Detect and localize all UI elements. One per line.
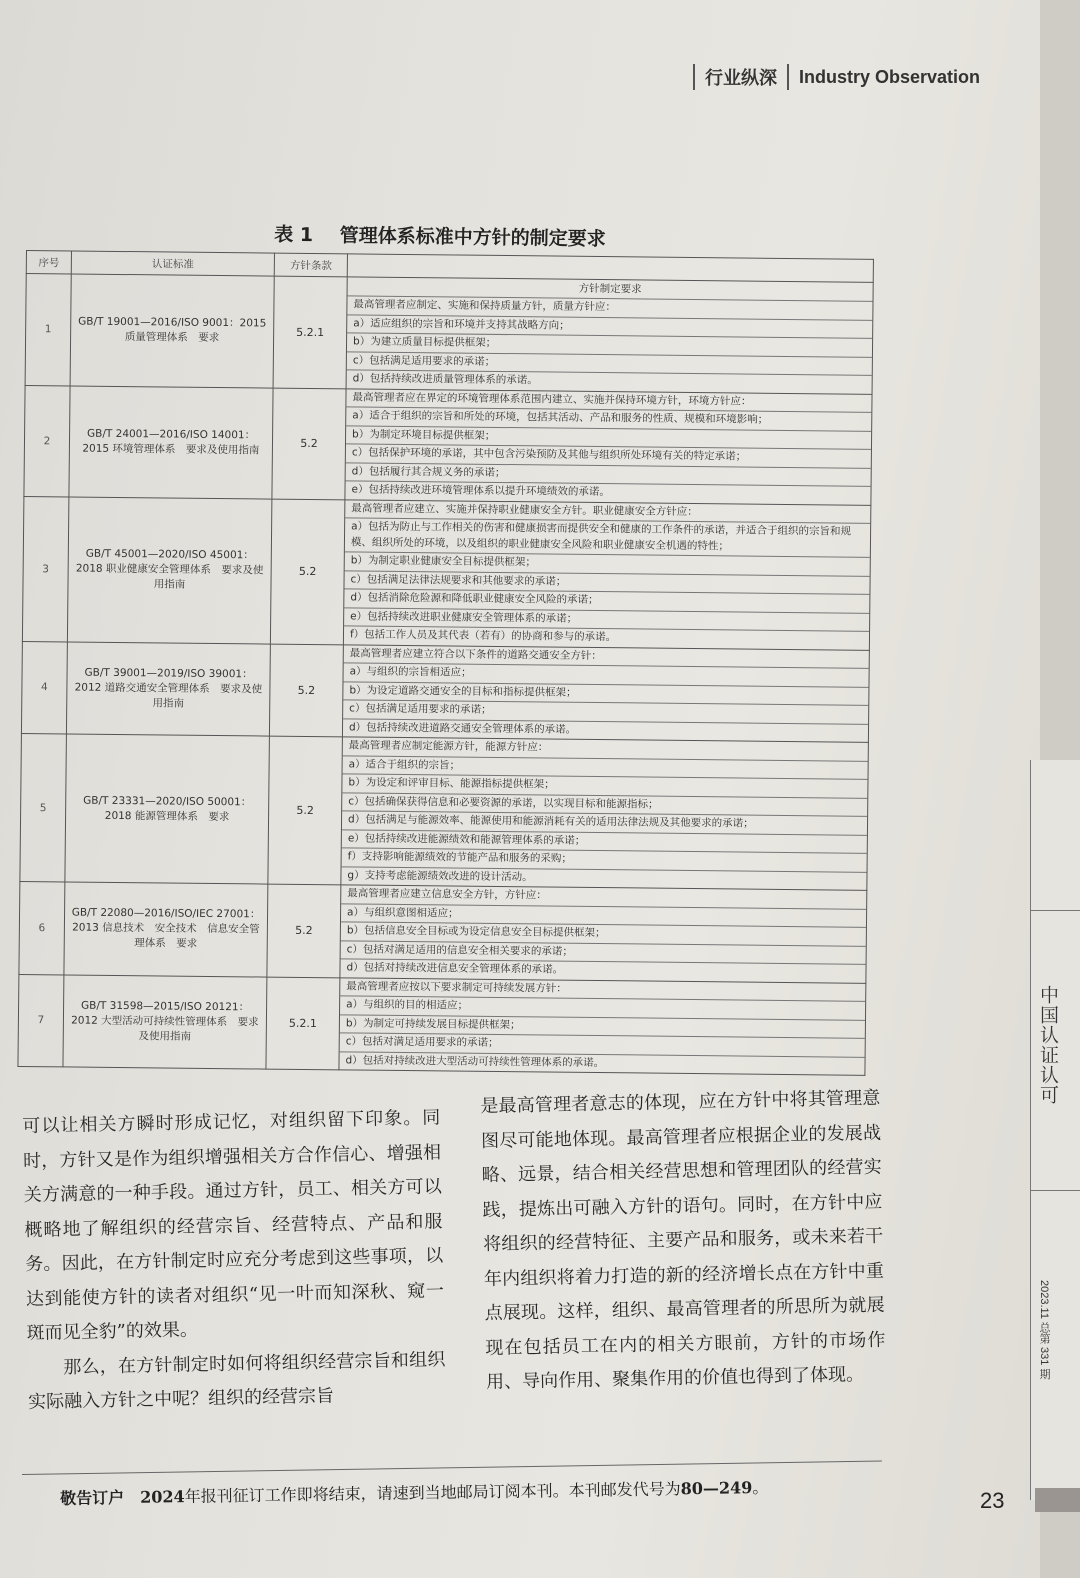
requirement-line: c）包括确保获得信息和必要资源的承诺，以实现目标和能源指标； xyxy=(342,793,867,817)
requirement-line: e）包括持续改进能源绩效和能源管理体系的承诺； xyxy=(342,830,867,854)
side-divider xyxy=(1030,1190,1080,1191)
header-seq: 序号 xyxy=(26,251,71,274)
issue-info: 2023.11 总第 331 期 xyxy=(1038,1280,1050,1380)
requirement-line: 最高管理者应制定能源方针，能源方针应： xyxy=(343,737,868,761)
requirement-line: a）与组织的目的相适应； xyxy=(340,996,865,1020)
row-clause: 5.2 xyxy=(270,499,345,645)
table-body xyxy=(18,274,873,1076)
row-standard: GB/T 39001—2019/ISO 39001：2012 道路交通安全管理体系 要求及使用指南 xyxy=(66,641,270,736)
requirement-line: c）包括对满足适用的信息安全相关要求的承诺； xyxy=(341,941,866,965)
footer-divider xyxy=(22,1460,882,1475)
row-clause: 5.2 xyxy=(269,644,343,737)
requirement-line: f）支持影响能源绩效的节能产品和服务的采购； xyxy=(342,848,867,872)
side-divider xyxy=(1030,910,1080,911)
requirement-line: a）适合于组织的宗旨和所处的环境，包括其活动、产品和服务的性质、规模和环境影响； xyxy=(346,407,871,431)
paragraph: 是最高管理者意志的体现，应在方针中将其管理意图尽可能地体现。最高管理者应根据企业的发展战略、远景，结合相关经营思想和管理团队的经营实践，提炼出可融入方针的语句。同时，在方针中应将组织的经营特征、主要产品和服务，或未来若干年内组织将着力打造的新的经济增长点在方针中重点展现。这样，组织、最高管理者的所思所为就展现在包括员工在内的相关方眼前，方针的市场作用、导向作用、聚集作用的价值也得到了体现。 xyxy=(480,1087,886,1393)
row-clause: 5.2.1 xyxy=(266,977,340,1070)
requirement-line: b）为建立质量目标提供框架； xyxy=(347,333,872,357)
requirement-line: 最高管理者应制定、实施和保持质量方针，质量方针应： xyxy=(347,296,872,320)
notice-text: 年报刊征订工作即将结束，请速到当地邮局订阅本刊。本刊邮发代号为 xyxy=(184,1479,681,1507)
row-seq: 1 xyxy=(25,274,71,386)
standards-table xyxy=(17,250,874,1076)
section-name-en: Industry Observation xyxy=(798,66,980,87)
requirement-line: c）包括对满足适用要求的承诺； xyxy=(340,1033,865,1057)
table-row xyxy=(18,974,866,1075)
notice-tag: 敬告订户 xyxy=(60,1487,125,1508)
requirement-line: a）与组织意图相适应； xyxy=(341,904,866,928)
requirement-line: d）包括对持续改进大型活动可持续性管理体系的承诺。 xyxy=(345,1053,605,1069)
notice-year: 2024 xyxy=(140,1487,185,1507)
row-requirements xyxy=(346,277,873,394)
row-seq: 6 xyxy=(19,881,65,974)
row-standard: GB/T 31598—2015/ISO 20121：2012 大型活动可持续性管理体系 要求及使用指南 xyxy=(63,974,267,1069)
requirement-line: a）与组织的宗旨相适应； xyxy=(343,663,868,687)
requirement-line: c）包括满足适用要求的承诺； xyxy=(343,700,868,724)
row-seq: 3 xyxy=(22,496,69,641)
page-number: 23 xyxy=(980,1488,1005,1513)
requirement-line: b）为设定道路交通安全的目标和指标提供框架； xyxy=(343,682,868,706)
requirement-line: a）适应组织的宗旨和环境并支持其战略方向； xyxy=(347,315,872,339)
row-standard: GB/T 23331—2020/ISO 50001：2018 能源管理体系 要求 xyxy=(65,734,270,884)
requirement-line: c）包括满足适用要求的承诺； xyxy=(347,352,872,376)
requirement-line: b）为制定环境目标提供框架； xyxy=(346,426,871,450)
row-seq: 7 xyxy=(18,974,64,1067)
header-standard: 认证标准 xyxy=(71,251,274,276)
requirement-line: a）包括为防止与工作相关的伤害和健康损害而提供安全和健康的工作条件的承诺，并适合于组织的宗旨和规模、组织所处的环境，以及组织的职业健康安全风险和职业健康安全机遇的特性； xyxy=(345,518,870,557)
requirement-line: 最高管理者应按以下要求制定可持续发展方针： xyxy=(340,978,865,1002)
row-clause: 5.2 xyxy=(268,736,343,885)
requirement-line: b）为设定和评审目标、能源指标提供框架； xyxy=(342,774,867,798)
journal-name: 中国认证认可 xyxy=(1037,985,1059,1105)
table-row xyxy=(21,641,869,742)
requirement-line: d）包括对持续改进信息安全管理体系的承诺。 xyxy=(346,961,564,976)
section-header xyxy=(693,60,980,94)
side-band xyxy=(1030,760,1080,1500)
requirement-line: a）适合于组织的宗旨； xyxy=(343,756,868,780)
requirement-line: c）包括保护环境的承诺，其中包含污染预防及其他与组织所处环境有关的特定承诺； xyxy=(346,444,871,468)
notice-end: 。 xyxy=(752,1477,769,1498)
paragraph: 可以让相关方瞬时形成记忆，对组织留下印象。同时，方针又是作为组织增强相关方合作信心、增强相关方满意的一种手段。通过方针，员工、相关方可以概略地了解组织的经营宗旨、经营特点、产品和服务。因此，在方针制定时应充分考虑到这些事项，以达到能使方针的读者对组织“见一叶而知深秋、窥一斑而见全豹”的效果。 xyxy=(22,1107,445,1344)
table-caption xyxy=(0,216,880,255)
row-requirements xyxy=(342,644,869,742)
side-tab xyxy=(1035,1488,1080,1512)
row-clause: 5.2.1 xyxy=(273,276,347,388)
table-title: 管理体系标准中方针的制定要求 xyxy=(339,224,606,251)
requirement-line: f）包括工作人员及其代表（若有）的协商和参与的承诺。 xyxy=(349,628,617,644)
row-requirements xyxy=(339,977,866,1075)
row-standard: GB/T 19001—2016/ISO 9001：2015 质量管理体系 要求 xyxy=(70,274,274,388)
requirement-line: d）包括满足与能源效率、能源使用和能源消耗有关的适用法律法规及其他要求的承诺； xyxy=(342,811,867,835)
requirement-line: b）为制定职业健康安全目标提供框架； xyxy=(345,552,870,576)
requirement-line: 最高管理者应在界定的环境管理体系范围内建立、实施并保持环境方针，环境方针应： xyxy=(346,389,871,413)
row-requirements xyxy=(340,885,867,983)
table-row xyxy=(25,274,873,394)
row-seq: 5 xyxy=(20,733,67,881)
row-requirements xyxy=(343,499,870,650)
paragraph: 那么，在方针制定时如何将组织经营宗旨和组织实际融入方针之中呢？组织的经营宗旨 xyxy=(27,1348,446,1413)
section-name-cn: 行业纵深 xyxy=(693,64,789,90)
requirement-line: e）包括持续改进环境管理体系以提升环境绩效的承诺。 xyxy=(351,483,611,499)
table-number: 表 1 xyxy=(274,223,314,247)
row-clause: 5.2 xyxy=(267,884,341,977)
table-row xyxy=(24,385,872,505)
requirement-line: d）包括履行其合规义务的承诺； xyxy=(346,463,871,487)
requirement-line: 最高管理者应建立、实施并保持职业健康安全方针。职业健康安全方针应： xyxy=(345,500,870,524)
requirements-header: 方针制定要求 xyxy=(348,277,873,301)
requirement-line: c）包括满足法律法规要求和其他要求的承诺； xyxy=(344,571,869,595)
body-column-right xyxy=(480,1082,886,1401)
body-column-left xyxy=(22,1101,446,1420)
header-clause: 方针条款 xyxy=(274,253,347,277)
table-row xyxy=(22,496,870,650)
subscription-notice xyxy=(60,1475,769,1509)
row-standard: GB/T 45001—2020/ISO 45001：2018 职业健康安全管理体系 要求及使用指南 xyxy=(67,496,272,643)
requirement-line: 最高管理者应建立信息安全方针，方针应： xyxy=(341,885,866,909)
requirement-line: d）包括持续改进道路交通安全管理体系的承诺。 xyxy=(348,720,577,736)
requirement-line: 最高管理者应建立符合以下条件的道路交通安全方针： xyxy=(344,645,869,669)
requirement-line: b）包括信息安全目标或为设定信息安全目标提供框架； xyxy=(341,922,866,946)
requirement-line: d）包括消除危险源和降低职业健康安全风险的承诺； xyxy=(344,589,869,613)
row-seq: 2 xyxy=(24,385,70,496)
requirement-line: e）包括持续改进职业健康安全管理体系的承诺； xyxy=(344,608,869,632)
row-standard: GB/T 22080—2016/ISO/IEC 27001：2013 信息技术 安全技术 信息安全管理体系 要求 xyxy=(64,882,268,977)
requirement-line: g）支持考虑能源绩效改进的设计活动。 xyxy=(347,868,533,883)
table-row xyxy=(20,733,869,890)
row-clause: 5.2 xyxy=(272,388,346,500)
table-row xyxy=(19,881,867,982)
postal-code: 80—249 xyxy=(680,1478,753,1499)
row-seq: 4 xyxy=(21,641,67,734)
row-requirements xyxy=(345,388,872,505)
requirement-line: b）为制定可持续发展目标提供框架； xyxy=(340,1015,865,1039)
row-requirements xyxy=(341,737,869,891)
row-standard: GB/T 24001—2016/ISO 14001：2015 环境管理体系 要求及使用指南 xyxy=(69,385,273,498)
requirement-line: d）包括持续改进质量管理体系的承诺。 xyxy=(352,372,538,387)
